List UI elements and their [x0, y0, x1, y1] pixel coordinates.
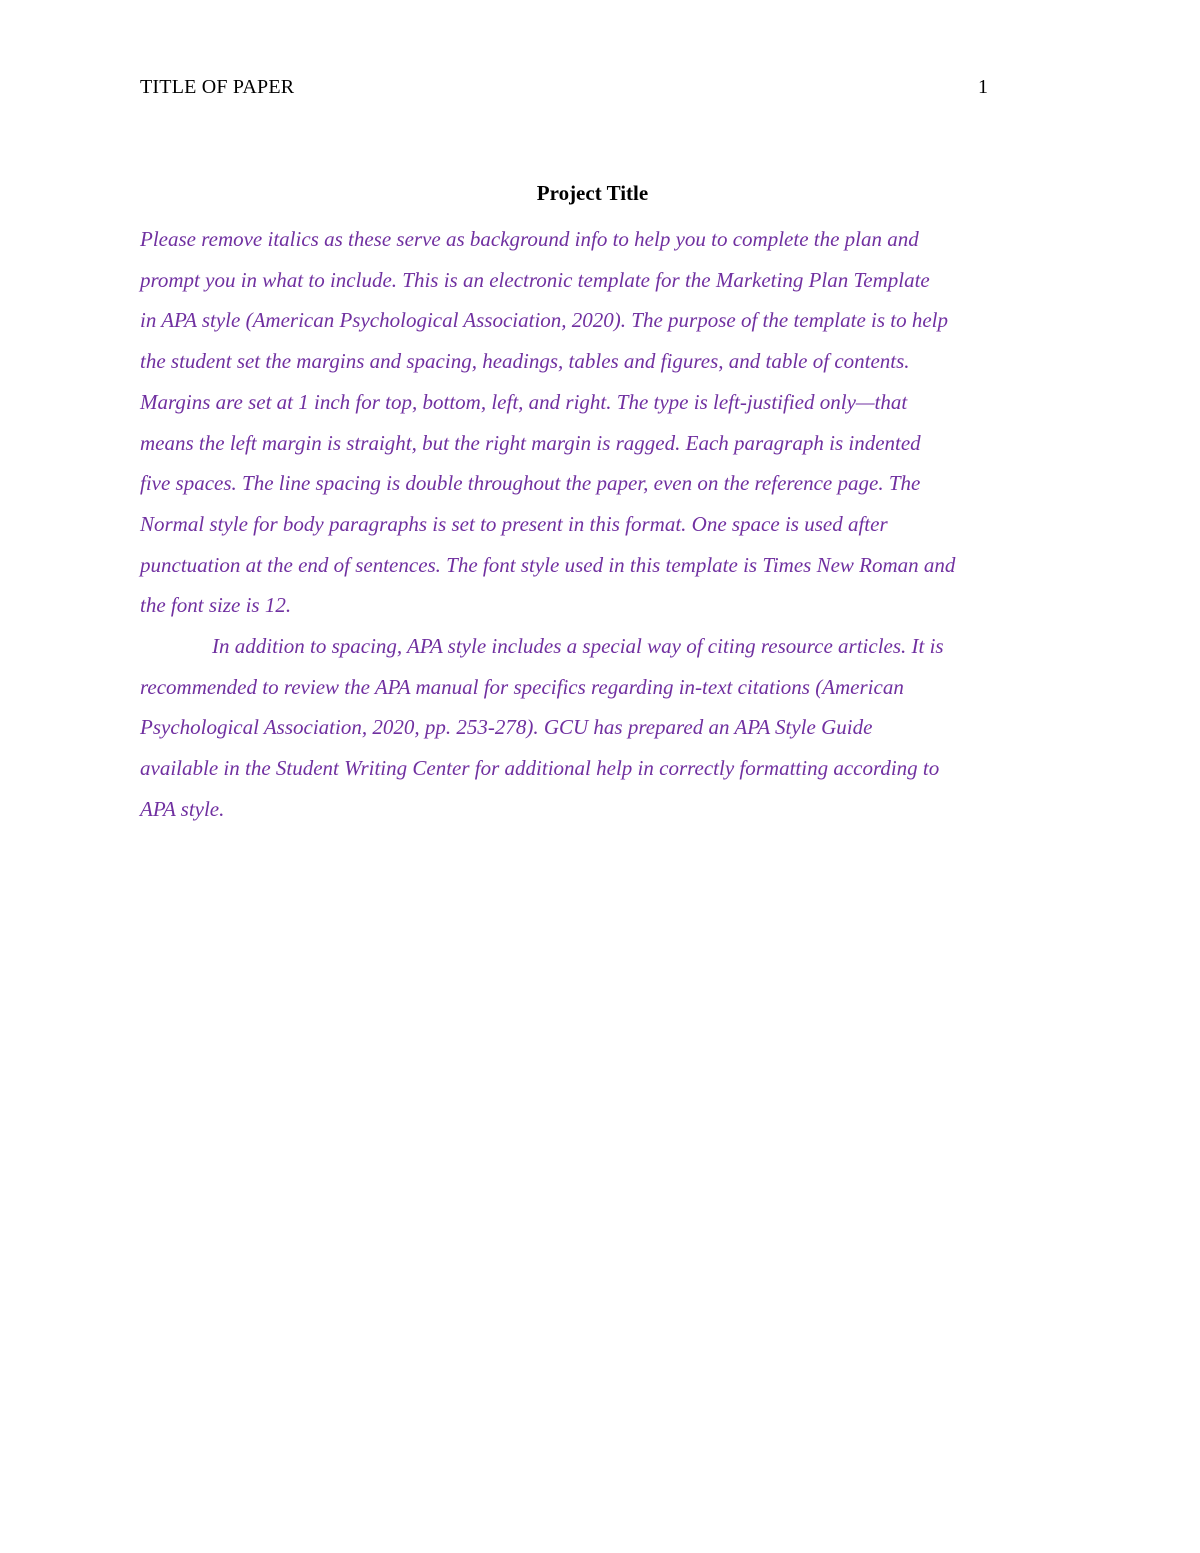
text-line: recommended to review the APA manual for specifics regarding in-text citations (American	[140, 674, 904, 699]
paper-title: Project Title	[536, 181, 649, 205]
text-line: means the left margin is straight, but the right margin is ragged. Each paragraph is indented	[140, 430, 921, 455]
text-line: prompt you in what to include. This is an electronic template for the Marketing Plan Template	[140, 267, 930, 292]
text-line: the font size is 12.	[140, 593, 292, 618]
paragraph-1	[140, 219, 1065, 626]
text-line: Please remove italics as these serve as background info to help you to complete the plan and	[140, 227, 919, 251]
text-line: Normal style for body paragraphs is set to present in this format. One space is used after	[140, 511, 888, 536]
document-body	[140, 178, 1065, 830]
running-head: TITLE OF PAPER	[140, 76, 295, 98]
paragraph-2	[140, 626, 1065, 830]
text-line: the student set the margins and spacing, headings, tables and figures, and table of contents.	[140, 349, 910, 374]
text-line: In addition to spacing, APA style includes a special way of citing resource articles. It is	[212, 634, 944, 659]
text-line: five spaces. The line spacing is double throughout the paper, even on the reference page. The	[140, 471, 921, 496]
text-line: APA style.	[140, 796, 225, 821]
text-line: punctuation at the end of sentences. The font style used in this template is Times New Roman and	[140, 552, 956, 577]
text-line: available in the Student Writing Center for additional help in correctly formatting according to	[140, 756, 940, 781]
page-number: 1	[978, 76, 988, 98]
text-line: Psychological Association, 2020, pp. 253-278). GCU has prepared an APA Style Guide	[140, 715, 873, 740]
text-line: Margins are set at 1 inch for top, bottom, left, and right. The type is left-justified only—that	[140, 389, 908, 414]
text-line: in APA style (American Psychological Association, 2020). The purpose of the template is to help	[140, 308, 949, 333]
